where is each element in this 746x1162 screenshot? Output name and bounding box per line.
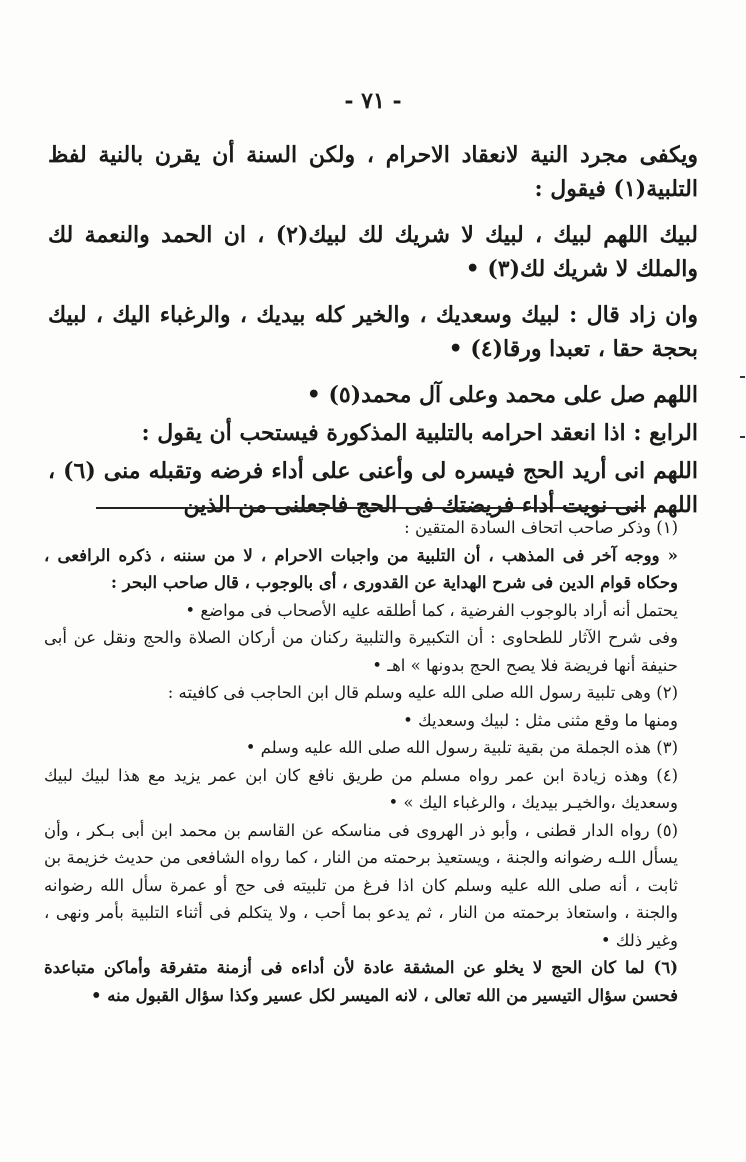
footnote-2-kafiyah: ومنها ما وقع مثنى مثل : لبيك وسعديك • <box>403 710 678 730</box>
footnote-1-tahawi: وفى شرح الآثار للطحاوى : أن التكبيرة والتلبية ركنان من أركان الصلاة والحج ونقل عن أبى حنيفة أنها فريضة فلا يصح الحج بدونها » اهـ • <box>44 628 678 675</box>
footnote-3: (٣) هذه الجملة من بقية تلبية رسول الله صلى الله عليه وسلم • <box>245 738 678 757</box>
footnote-separator <box>96 507 646 509</box>
footnote-2: (٢) وهى تلبية رسول الله صلى الله عليه وسلم قال ابن الحاجب فى كافيته : <box>167 683 678 702</box>
page-number: - ٧١ - <box>344 88 402 114</box>
footnote-5: (٥) رواه الدار قطنى ، وأبو ذر الهروى فى مناسكه عن القاسم بن محمد ابن أبى بـكر ، وأن يسأل اللـه رضوانه والجنة ، ويستعيذ برحمته من النار ، كما رواه الشافعى من حديث خزيمة بن ثابت ، أنه صلى الله عليه وسلم كان اذا فرغ من تلبيته فى حج أو عمرة سأل الله رضوانه والجنة ، واستعاذ برحمته من النار ، ثم يدعو بما أحب ، ولا يتكلم فى أثناء التلبية بأمر ونهى ، وغير ذلك • <box>44 820 678 950</box>
paragraph-talbiyah: لبيك اللهم لبيك ، لبيك لا شريك لك لبيك(٢) ، ان الحمد والنعمة لك والملك لا شريك لك(٣) • <box>48 222 698 282</box>
paragraph-intention: ويكفى مجرد النية لانعقاد الاحرام ، ولكن السنة أن يقرن بالنية لفظ التلبية(١) فيقول : <box>48 142 698 202</box>
paragraph-fourth: الرابع : اذا انعقد احرامه بالتلبية المذكورة فيستحب أن يقول : <box>141 420 698 446</box>
paragraph-salawat: اللهم صل على محمد وعلى آل محمد(٥) • <box>306 382 698 408</box>
paragraph-addition: وان زاد قال : لبيك وسعديك ، والخير كله بيديك ، والرغباء اليك ، لبيك بحجة حقا ، تعبدا ورقا(٤) • <box>48 302 698 362</box>
footnote-1-quote: « ووجه آخر فى المذهب ، أن التلبية من واجبات الاحرام ، لا من سننه ، ذكره الرافعى ، وحكاه قوام الدين فى شرح الهداية عن القدورى ، أى بالوجوب ، قال صاحب البحر : <box>44 545 678 592</box>
footnote-4: (٤) وهذه زيادة ابن عمر رواه مسلم من طريق نافع كان ابن عمر يزيد مع هذا لبيك لبيك وسعديك ،والخيـر بيديك ، والرغباء اليك » • <box>44 765 678 812</box>
margin-mark <box>740 376 745 378</box>
footnote-6: (٦) لما كان الحج لا يخلو عن المشقة عادة لأن أداءه فى أزمنة متفرقة وأماكن متباعدة فحسن سؤال التيسير من الله تعالى ، لانه الميسر لكل عسير وكذا سؤال القبول منه • <box>44 958 678 1005</box>
main-text <box>48 138 698 534</box>
footnote-1-bahr: يحتمل أنه أراد بالوجوب الفرضية ، كما أطلقه عليه الأصحاب فى مواضع • <box>185 600 678 620</box>
paragraph-dua: اللهم انى أريد الحج فيسره لى وأعنى على أداء فرضه وتقبله منى (٦) ، اللهم انى نويت أداء فريضتك فى الحج فاجعلنى من الذين <box>48 458 698 518</box>
footnote-1-intro: (١) وذكر صاحب اتحاف السادة المتقين : <box>404 518 678 537</box>
margin-mark <box>740 436 745 438</box>
footnotes <box>44 514 704 1009</box>
